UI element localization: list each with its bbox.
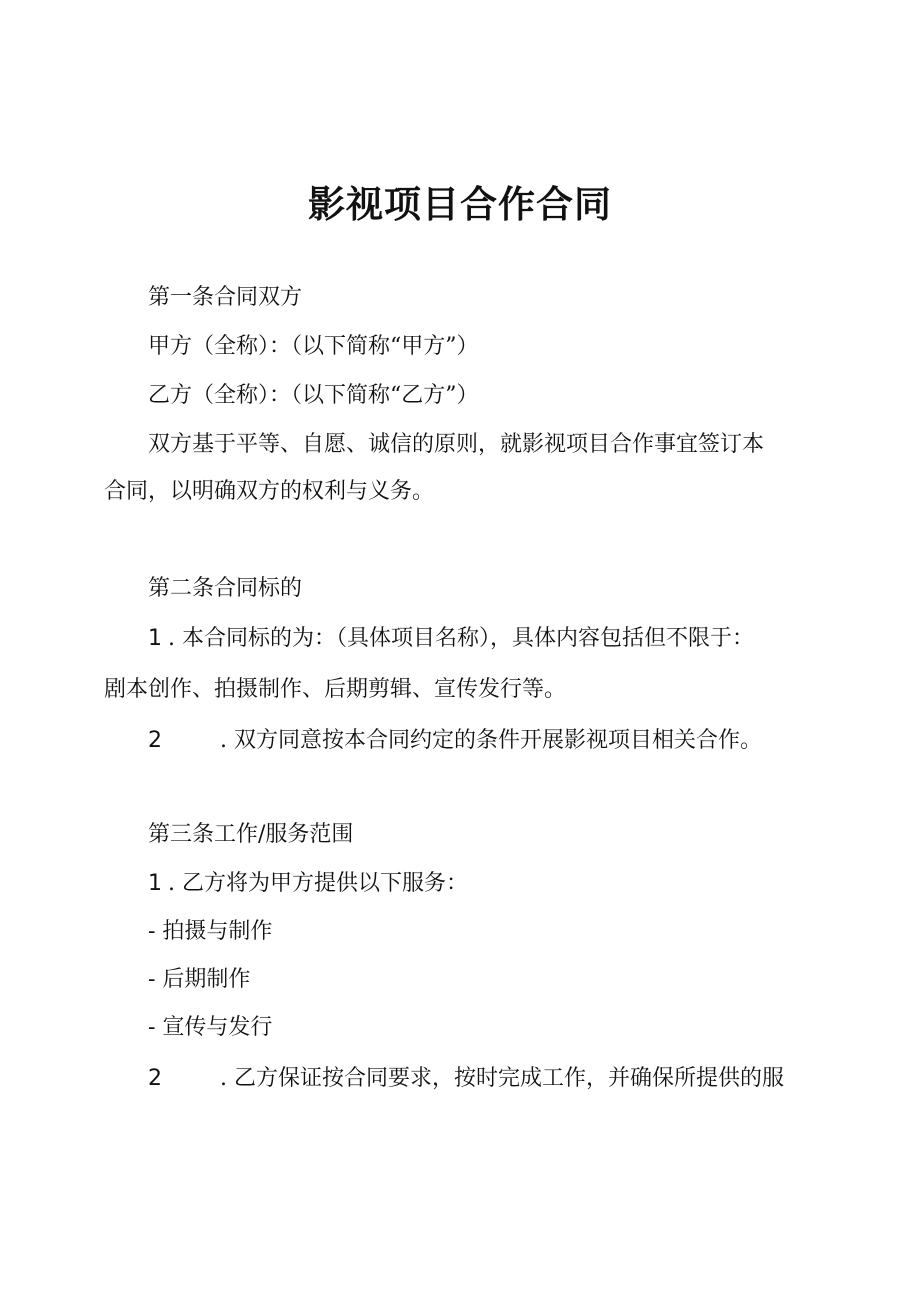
article3-item1-line	[148, 869, 468, 899]
list-item: - 宣传与发行	[148, 1015, 273, 1040]
article3-item2-line	[148, 1064, 784, 1094]
article2-item2-text: . 双方同意按本合同约定的条件开展影视项目相关合作。	[220, 728, 762, 753]
article2-item1-line1	[148, 624, 754, 654]
article2-item1-number: 1	[148, 626, 162, 651]
article3-item1-text: . 乙方将为甲方提供以下服务：	[168, 871, 468, 896]
party-a-line: 甲方（全称）：（以下简称“甲方”）	[148, 334, 479, 359]
article1-paragraph-line2: 合同，以明确双方的权利与义务。	[104, 479, 435, 504]
article2-item1-text: . 本合同标的为：（具体项目名称），具体内容包括但不限于：	[168, 626, 754, 651]
article2-item2-number: 2	[148, 728, 162, 753]
article2-heading: 第二条合同标的	[148, 576, 303, 601]
article3-heading: 第三条工作/服务范围	[148, 822, 354, 847]
article3-item2-text: . 乙方保证按合同要求，按时完成工作，并确保所提供的服	[220, 1066, 784, 1091]
list-item: - 后期制作	[148, 967, 251, 992]
document-title: 影视项目合作合同	[308, 183, 612, 226]
article3-item2-number: 2	[148, 1066, 162, 1091]
article1-heading: 第一条合同双方	[148, 285, 303, 310]
article3-item1-number: 1	[148, 871, 162, 896]
article1-paragraph-line1: 双方基于平等、自愿、诚信的原则，就影视项目合作事宜签订本	[148, 432, 765, 457]
party-b-line: 乙方（全称）：（以下简称“乙方”）	[148, 383, 479, 408]
article2-item2-line	[148, 726, 762, 756]
list-item: - 拍摄与制作	[148, 919, 273, 944]
article2-item1-line2: 剧本创作、拍摄制作、后期剪辑、宣传发行等。	[104, 677, 567, 702]
